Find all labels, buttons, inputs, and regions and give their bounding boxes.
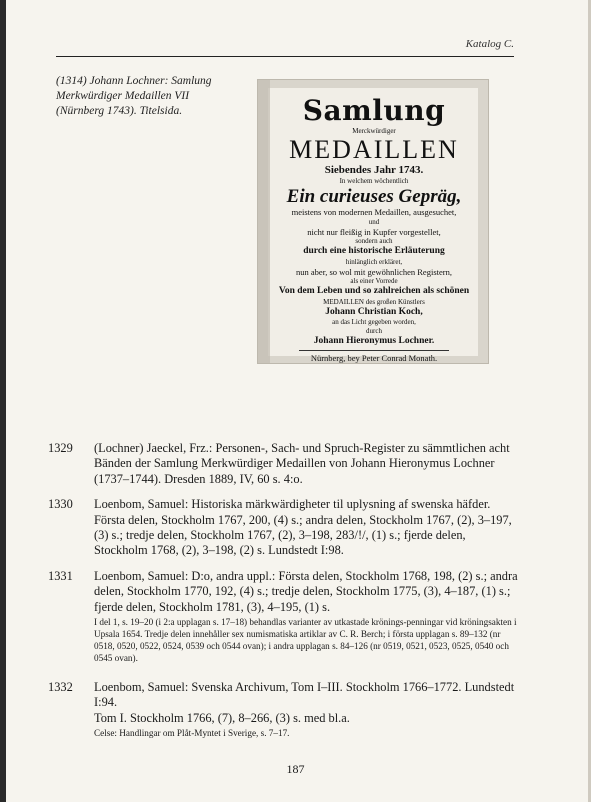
header-rule <box>56 56 514 57</box>
tp-line-20: Johann Hieronymus Lochner. <box>313 336 435 346</box>
entry-number: 1329 <box>48 441 73 455</box>
tp-line-21: Nürnberg, bey Peter Conrad Monath. <box>310 352 438 363</box>
tp-line-merckwuerdiger: Merckwürdiger <box>352 127 396 135</box>
entry-number: 1330 <box>48 497 73 512</box>
catalogue-entry <box>48 441 518 487</box>
tp-line-7: meistens von modernen Medaillen, ausgesuchet, <box>291 207 457 217</box>
tp-line-medaillen: MEDAILLEN <box>289 135 459 164</box>
entry-text: Loenbom, Samuel: Historiska märkwärdigheter til uplysning af swenska häfder. Första delen, Stockholm 1767, 200, (4) s.; andra delen, Stockholm 1767, (2), 3–197, (3) s.; tredje delen, Stockholm 1767, (2), 3–198, 283/!/, (1) s.; fjerde delen, Stockholm 1768, (2), 3–198, (2) s. Lundstedt I:98. <box>94 497 512 558</box>
tp-line-14: als einer Vorrede <box>350 277 398 285</box>
entry-note: Celse: Handlingar om Plåt-Myntet i Sverige, s. 7–17. <box>94 728 290 739</box>
tp-line-8: und <box>368 217 380 226</box>
tp-line-17: Johann Christian Koch, <box>325 306 423 317</box>
scan-left-edge <box>0 0 6 802</box>
catalogue-entry <box>48 497 518 559</box>
tp-line-year: Siebendes Jahr 1743. <box>324 164 424 176</box>
tp-line-11: durch eine historische Erläuterung <box>303 246 445 256</box>
entry-note: I del 1, s. 19–20 (i 2:a upplagan s. 17–18) behandlas varianter av utkastade krönings-penningar vid kröningsakten i Upsala 1654. Tredje delen innehåller sex numismatiska artiklar av C. R. Berch; i första upplagan s. 89–132 (nr 0518, 0520, 0522, 0524, 0539 och 0544 ovan); i andra upplagan s. 84–126 (nr 0519, 0521, 0523, 0525, 0540 och 0545 ovan). <box>94 617 517 664</box>
tp-line-9: nicht nur fleißig in Kupfer vorgestellet, <box>307 226 441 237</box>
entry-number: 1332 <box>48 680 73 695</box>
tp-line-5: In welchem wöchentlich <box>339 177 409 185</box>
catalogue-entries <box>48 441 518 749</box>
tp-line-19: durch <box>366 327 382 335</box>
tp-line-12: hinlänglich erkläret, <box>345 257 403 266</box>
tp-line-samlung: Samlung <box>302 94 446 127</box>
tp-line-gepraeg: Ein curieuses Gepräg, <box>286 186 462 207</box>
tp-line-15: Von dem Leben und so zahlreichen als schönen <box>278 286 470 296</box>
catalogue-entry <box>48 680 518 739</box>
tp-rule <box>299 350 449 351</box>
entry-text: Loenbom, Samuel: Svenska Archivum, Tom I–III. Stockholm 1766–1772. Lundstedt I:94. <box>94 680 515 710</box>
entry-text: (Lochner) Jaeckel, Frz.: Personen-, Sach- und Spruch-Register zu sämmtlichen acht Bänden der Samlung Merkwürdiger Medaillen von Johann Hieronymus Lochner (1737–1744). Dresden 1889, IV, 60 s. 4:o. <box>94 441 510 486</box>
entry-text: Loenbom, Samuel: D:o, andra uppl.: Första delen, Stockholm 1768, 198, (2) s.; andra delen, Stockholm 1770, 192, (4) s.; tredje delen, Stockholm 1775, (3), 4–187, (1) s.; fjerde delen, Stockholm 1781, (3), 4–195, (1) s. <box>94 568 518 614</box>
title-page-plate <box>258 80 488 363</box>
tp-line-16: MEDAILLEN des großen Künstlers <box>323 297 425 306</box>
entry-number: 1331 <box>48 568 73 583</box>
page-number: 187 <box>286 762 305 776</box>
tp-line-10: sondern auch <box>355 237 393 245</box>
title-page-image <box>268 88 478 363</box>
tp-line-13: nun aber, so wol mit gewöhnlichen Registern, <box>296 266 452 277</box>
figure-caption: (1314) Johann Lochner: Samlung Merkwürdiger Medaillen VII (Nürnberg 1743). Titelsida. <box>56 75 212 117</box>
catalogue-entry <box>48 569 518 664</box>
entry-subline: Tom I. Stockholm 1766, (7), 8–266, (3) s. med bl.a. <box>94 710 350 725</box>
running-header: Katalog C. <box>465 38 514 50</box>
tp-line-18: an das Licht gegeben worden, <box>332 318 416 326</box>
